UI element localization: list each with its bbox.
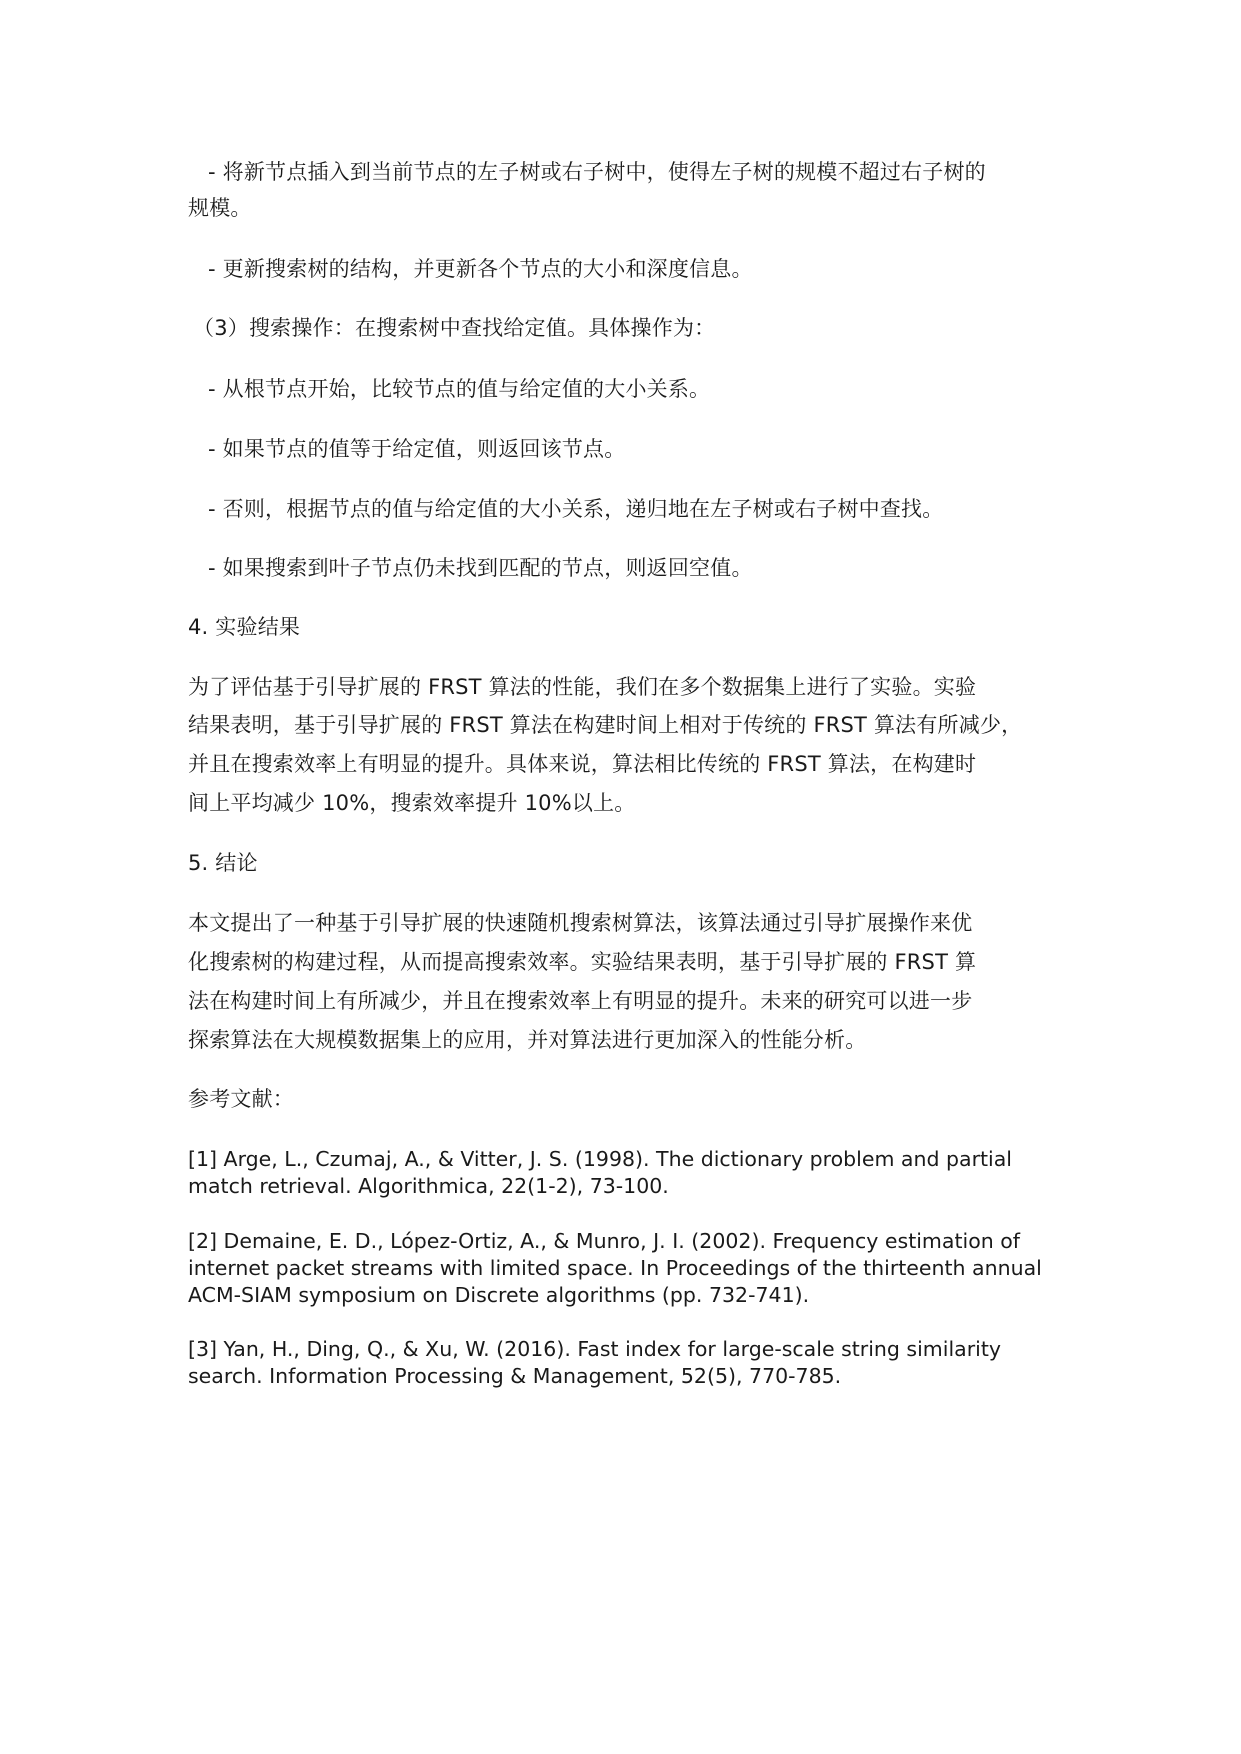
conclusion-paragraph-line-1: 本文提出了一种基于引导扩展的快速随机搜索树算法，该算法通过引导扩展操作来优 [188, 911, 973, 935]
insert-step-line-1: - 将新节点插入到当前节点的左子树或右子树中，使得左子树的规模不超过右子树的 [208, 160, 986, 184]
conclusion-paragraph-line-4: 探索算法在大规模数据集上的应用，并对算法进行更加深入的性能分析。 [188, 1028, 867, 1052]
reference-2-line-2: internet packet streams with limited space. In Proceedings of the thirteenth annual [188, 1256, 1042, 1280]
search-operation-heading: （3）搜索操作：在搜索树中查找给定值。具体操作为： [193, 316, 716, 340]
section-heading-results: 4. 实验结果 [188, 615, 301, 639]
references-heading: 参考文献： [188, 1087, 294, 1111]
reference-2-line-1: [2] Demaine, E. D., López-Ortiz, A., & Munro, J. I. (2002). Frequency estimation of [188, 1229, 1021, 1253]
search-step-4: - 如果搜索到叶子节点仍未找到匹配的节点，则返回空值。 [208, 556, 753, 580]
conclusion-paragraph-line-3: 法在构建时间上有所减少，并且在搜索效率上有明显的提升。未来的研究可以进一步 [188, 989, 973, 1013]
results-paragraph-line-3: 并且在搜索效率上有明显的提升。具体来说，算法相比传统的 FRST 算法，在构建时 [188, 752, 977, 776]
section-heading-conclusion: 5. 结论 [188, 851, 258, 875]
update-step-line: - 更新搜索树的结构，并更新各个节点的大小和深度信息。 [208, 257, 753, 281]
reference-3-line-1: [3] Yan, H., Ding, Q., & Xu, W. (2016). Fast index for large-scale string similarity [188, 1337, 1002, 1361]
reference-1-line-2: match retrieval. Algorithmica, 22(1-2), 73-100. [188, 1174, 669, 1198]
search-step-3: - 否则，根据节点的值与给定值的大小关系，递归地在左子树或右子树中查找。 [208, 497, 944, 521]
search-step-2: - 如果节点的值等于给定值，则返回该节点。 [208, 437, 626, 461]
reference-1-line-1: [1] Arge, L., Czumaj, A., & Vitter, J. S. (1998). The dictionary problem and partial [188, 1147, 1013, 1171]
results-paragraph-line-2: 结果表明，基于引导扩展的 FRST 算法在构建时间上相对于传统的 FRST 算法有所减少， [188, 713, 1023, 737]
conclusion-paragraph-line-2: 化搜索树的构建过程，从而提高搜索效率。实验结果表明，基于引导扩展的 FRST 算 [188, 950, 977, 974]
results-paragraph-line-1: 为了评估基于引导扩展的 FRST 算法的性能，我们在多个数据集上进行了实验。实验 [188, 675, 977, 699]
reference-2-line-3: ACM-SIAM symposium on Discrete algorithms (pp. 732-741). [188, 1283, 810, 1307]
insert-step-line-2: 规模。 [188, 196, 252, 220]
search-step-1: - 从根节点开始，比较节点的值与给定值的大小关系。 [208, 377, 711, 401]
results-paragraph-line-4: 间上平均减少 10%，搜索效率提升 10%以上。 [188, 791, 636, 815]
reference-3-line-2: search. Information Processing & Management, 52(5), 770-785. [188, 1364, 842, 1388]
